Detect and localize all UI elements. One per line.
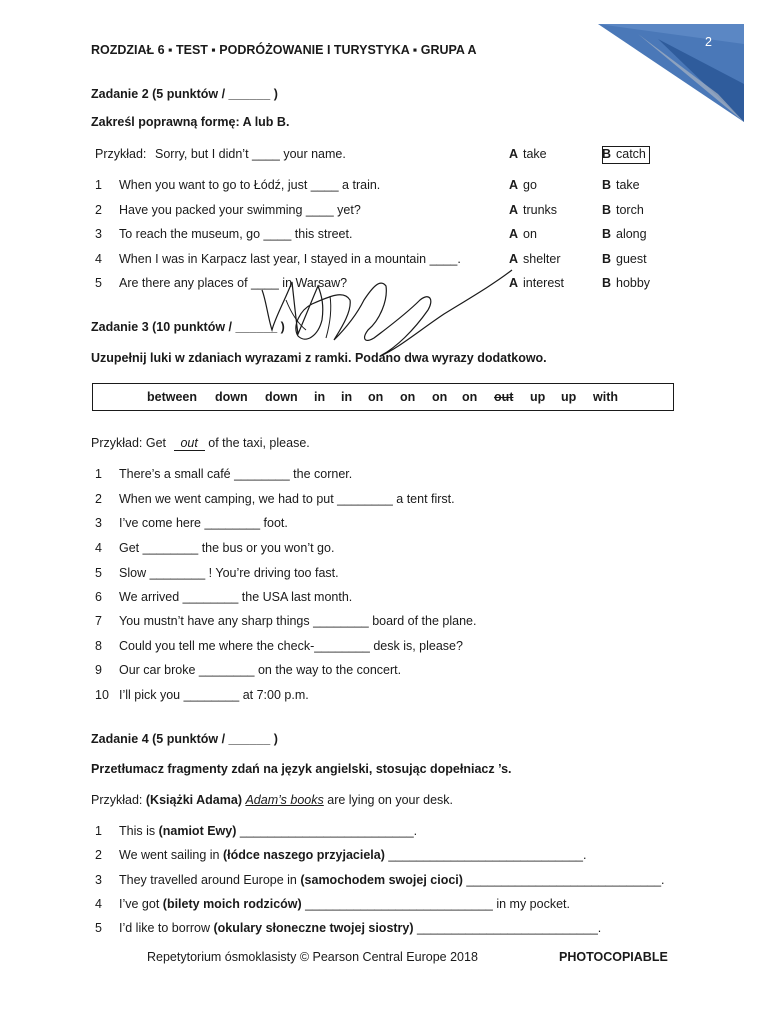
option-a-letter: A xyxy=(509,276,519,290)
task3-item xyxy=(95,492,695,510)
task2-item xyxy=(95,276,695,294)
item-number: 5 xyxy=(95,276,102,290)
option-b-letter: B xyxy=(602,227,612,241)
task4-item xyxy=(95,897,695,915)
item-number: 2 xyxy=(95,848,102,862)
word-box-item: in xyxy=(314,390,326,404)
item-suffix: ____________________________. xyxy=(384,848,587,862)
option-a-letter: A xyxy=(509,252,519,266)
option-b-letter: B xyxy=(602,252,612,266)
example-label: Przykład: xyxy=(91,793,143,807)
option-a-value: shelter xyxy=(523,252,561,266)
option-a-value: take xyxy=(523,147,547,161)
item-text: You mustn’t have any sharp things ________ board of the plane. xyxy=(119,614,477,628)
option-b-letter: B xyxy=(602,276,612,290)
option-b-value: torch xyxy=(616,203,644,217)
example-answer: out xyxy=(174,436,205,451)
word-box-item: on xyxy=(368,390,384,404)
item-polish-phrase: (samochodem swojej cioci) xyxy=(300,873,463,887)
item-prefix: This is xyxy=(119,824,159,838)
task4-item xyxy=(95,921,695,939)
item-number: 4 xyxy=(95,252,102,266)
item-text xyxy=(119,897,570,911)
task3-item xyxy=(95,566,695,584)
task3-item xyxy=(95,688,695,706)
item-suffix: ___________________________ in my pocket. xyxy=(301,897,570,911)
item-number: 5 xyxy=(95,566,102,580)
item-number: 8 xyxy=(95,639,102,653)
word-box-item: with xyxy=(593,390,618,404)
item-prefix: I’d like to borrow xyxy=(119,921,214,935)
item-text: We arrived ________ the USA last month. xyxy=(119,590,353,604)
task4-heading: Zadanie 4 (5 punktów / ______ ) xyxy=(91,732,278,746)
item-text: When we went camping, we had to put ________ a tent first. xyxy=(119,492,455,506)
item-polish-phrase: (okulary słoneczne twojej siostry) xyxy=(213,921,414,935)
page-number: 2 xyxy=(705,35,712,49)
word-box-item: on xyxy=(462,390,478,404)
footer-copyright: Repetytorium ósmoklasisty © Pearson Central Europe 2018 xyxy=(147,950,478,964)
item-suffix: ____________________________. xyxy=(462,873,665,887)
item-number: 3 xyxy=(95,227,102,241)
option-a-letter: A xyxy=(509,147,519,161)
task2-instruction: Zakreśl poprawną formę: A lub B. xyxy=(91,115,290,129)
item-number: 2 xyxy=(95,492,102,506)
item-number: 1 xyxy=(95,178,102,192)
item-text: Could you tell me where the check-________ desk is, please? xyxy=(119,639,463,653)
word-box-item: in xyxy=(341,390,353,404)
task2-item xyxy=(95,178,695,196)
item-text: There’s a small café ________ the corner. xyxy=(119,467,353,481)
item-text: Our car broke ________ on the way to the concert. xyxy=(119,663,402,677)
task3-item xyxy=(95,590,695,608)
task3-item xyxy=(95,541,695,559)
item-text xyxy=(119,848,586,862)
item-number: 4 xyxy=(95,541,102,555)
task4-item xyxy=(95,873,695,891)
option-a-value: interest xyxy=(523,276,564,290)
item-number: 6 xyxy=(95,590,102,604)
item-prefix: I’ve got xyxy=(119,897,163,911)
item-suffix: _________________________. xyxy=(236,824,418,838)
word-box-item: on xyxy=(400,390,416,404)
task3-item xyxy=(95,639,695,657)
item-text: When I was in Karpacz last year, I stayed in a mountain ____. xyxy=(119,252,461,266)
task3-item xyxy=(95,663,695,681)
word-box xyxy=(92,383,674,411)
example-rest: are lying on your desk. xyxy=(323,793,454,807)
option-a-letter: A xyxy=(509,227,519,241)
item-text: I’ll pick you ________ at 7:00 p.m. xyxy=(119,688,309,702)
item-text xyxy=(119,873,665,887)
example-rest: of the taxi, please. xyxy=(204,436,310,450)
task4-item xyxy=(95,824,695,842)
item-text: When you want to go to Łódź, just ____ a train. xyxy=(119,178,381,192)
item-text: To reach the museum, go ____ this street. xyxy=(119,227,353,241)
item-number: 7 xyxy=(95,614,102,628)
item-number: 3 xyxy=(95,516,102,530)
item-polish-phrase: (namiot Ewy) xyxy=(158,824,237,838)
item-polish-phrase: (łódce naszego przyjaciela) xyxy=(223,848,385,862)
item-number: 4 xyxy=(95,897,102,911)
task3-item xyxy=(95,516,695,534)
task3-item xyxy=(95,467,695,485)
word-box-item: down xyxy=(215,390,248,404)
example-answer: Adam’s books xyxy=(245,793,324,807)
item-polish-phrase: (bilety moich rodziców) xyxy=(162,897,302,911)
task3-heading: Zadanie 3 (10 punktów / ______ ) xyxy=(91,320,285,334)
task2-item xyxy=(95,252,695,270)
option-b-value: take xyxy=(616,178,640,192)
example-label: Przykład: xyxy=(95,147,147,161)
option-a-letter: A xyxy=(509,178,519,192)
word-box-item: up xyxy=(530,390,546,404)
task2-heading: Zadanie 2 (5 punktów / ______ ) xyxy=(91,87,278,101)
corner-decoration xyxy=(598,24,744,122)
item-number: 1 xyxy=(95,467,102,481)
example-answer-box xyxy=(602,146,650,164)
example-text: Sorry, but I didn’t ____ your name. xyxy=(155,147,346,161)
task3-item xyxy=(95,614,695,632)
task2-item xyxy=(95,227,695,245)
item-text: I’ve come here ________ foot. xyxy=(119,516,288,530)
word-box-item: up xyxy=(561,390,577,404)
item-text: Slow ________ ! You’re driving too fast. xyxy=(119,566,339,580)
example-bold: (Książki Adama) xyxy=(145,793,242,807)
item-number: 3 xyxy=(95,873,102,887)
option-a-value: trunks xyxy=(523,203,558,217)
item-number: 10 xyxy=(95,688,109,702)
option-b-value: catch xyxy=(616,147,646,161)
word-box-item: between xyxy=(147,390,198,404)
item-text: Get ________ the bus or you won’t go. xyxy=(119,541,335,555)
option-b-letter: B xyxy=(602,147,612,161)
option-b-value: along xyxy=(616,227,647,241)
item-text xyxy=(119,824,417,838)
item-suffix: __________________________. xyxy=(413,921,602,935)
item-prefix: They travelled around Europe in xyxy=(119,873,301,887)
option-a-value: on xyxy=(523,227,537,241)
task4-instruction: Przetłumacz fragmenty zdań na język angielski, stosując dopełniacz ’s. xyxy=(91,762,512,776)
item-text: Have you packed your swimming ____ yet? xyxy=(119,203,361,217)
task2-item xyxy=(95,203,695,221)
option-b-letter: B xyxy=(602,203,612,217)
task4-item xyxy=(95,848,695,866)
task4-example xyxy=(91,793,453,807)
word-box-item: out xyxy=(494,390,514,404)
option-b-value: hobby xyxy=(616,276,651,290)
task3-instruction: Uzupełnij luki w zdaniach wyrazami z ramki. Podano dwa wyrazy dodatkowo. xyxy=(91,351,547,365)
option-a-letter: A xyxy=(509,203,519,217)
item-number: 5 xyxy=(95,921,102,935)
page-header-title: ROZDZIAŁ 6 ▪ TEST ▪ PODRÓŻOWANIE I TURYSTYKA ▪ GRUPA A xyxy=(91,43,477,57)
option-a-value: go xyxy=(523,178,537,192)
example-label: Przykład: Get xyxy=(91,436,167,450)
item-text: Are there any places of ____ in Warsaw? xyxy=(119,276,348,290)
footer-photocopiable: PHOTOCOPIABLE xyxy=(559,950,668,964)
word-box-item: down xyxy=(265,390,298,404)
item-number: 9 xyxy=(95,663,102,677)
word-box-item: on xyxy=(432,390,448,404)
option-b-value: guest xyxy=(616,252,647,266)
task3-example xyxy=(91,436,310,450)
option-b-letter: B xyxy=(602,178,612,192)
item-text xyxy=(119,921,601,935)
item-prefix: We went sailing in xyxy=(119,848,223,862)
item-number: 1 xyxy=(95,824,102,838)
item-number: 2 xyxy=(95,203,102,217)
